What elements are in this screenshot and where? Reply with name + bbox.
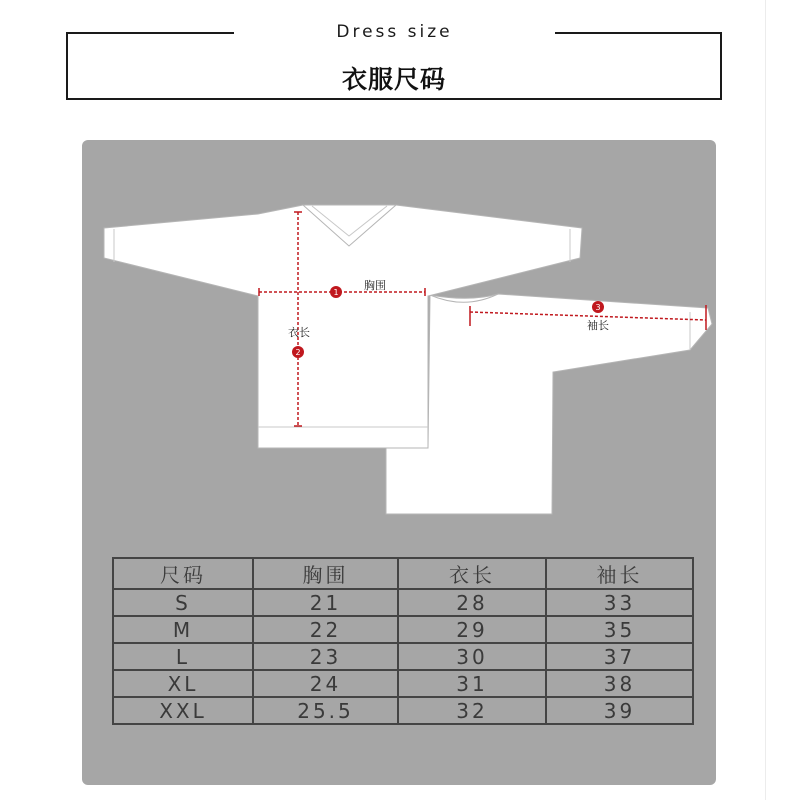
chest-label: 胸围 [364,279,386,292]
chest-marker [330,286,342,298]
table-row [113,670,693,697]
column-header-chest: 胸围 [253,558,398,589]
chest-cell: 24 [253,670,398,697]
chest-cell: 22 [253,616,398,643]
size-cell: S [113,589,253,616]
length-cell: 29 [398,616,546,643]
column-header-length: 衣长 [398,558,546,589]
length-cell: 30 [398,643,546,670]
size-cell: M [113,616,253,643]
chest-cell: 25.5 [253,697,398,724]
chest-cell: 21 [253,589,398,616]
svg-text:3: 3 [595,303,601,312]
length-cell: 28 [398,589,546,616]
length-cell: 31 [398,670,546,697]
column-header-size: 尺码 [113,558,253,589]
sleeve-cell: 38 [546,670,693,697]
sleeve-marker [592,301,604,313]
size-cell: XL [113,670,253,697]
page-title: 衣服尺码 [341,65,446,94]
svg-text:1: 1 [333,288,339,297]
sleeve-cell: 33 [546,589,693,616]
table-row [113,589,693,616]
table-header-row [113,558,693,589]
header-subtitle: Dress size [336,22,453,42]
size-cell: XXL [113,697,253,724]
table-row [113,616,693,643]
sleeve-label: 袖长 [587,319,609,332]
sleeve-cell: 39 [546,697,693,724]
length-cell: 32 [398,697,546,724]
back-view-shirt [386,294,712,514]
sleeve-cell: 37 [546,643,693,670]
sleeve-cell: 35 [546,616,693,643]
length-label: 衣长 [288,326,310,339]
size-table [112,557,694,725]
table-row [113,697,693,724]
length-marker [292,346,304,358]
svg-text:2: 2 [295,348,301,357]
column-header-sleeve: 袖长 [546,558,693,589]
chest-cell: 23 [253,643,398,670]
table-row [113,643,693,670]
size-cell: L [113,643,253,670]
